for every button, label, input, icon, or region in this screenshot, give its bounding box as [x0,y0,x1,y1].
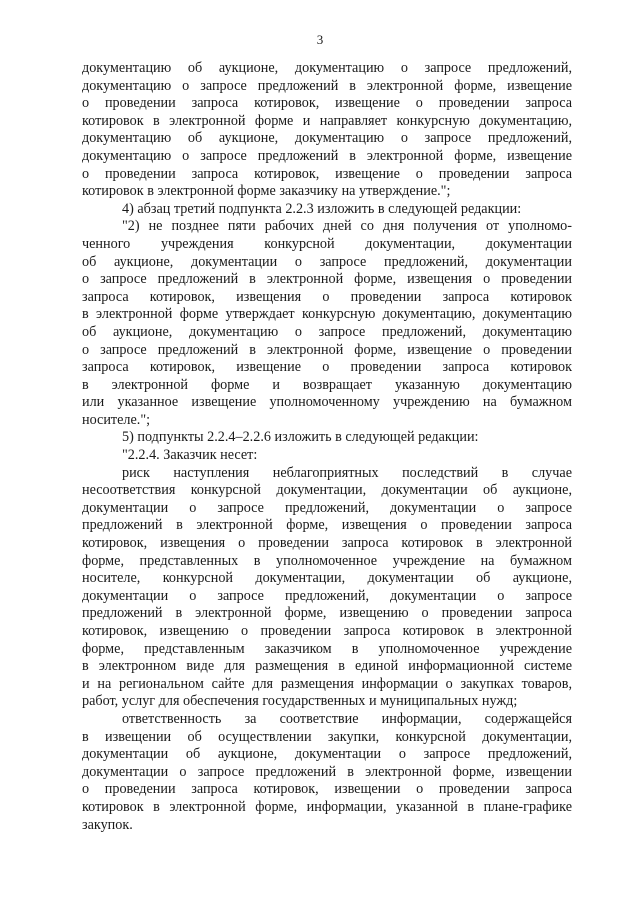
text-line: документации о запросе предложений, документации о запросе [82,587,572,604]
text-line: о проведении запроса котировок, извещение о проведении запроса [82,165,572,182]
text-line: котировок в электронной форме заказчику на утверждение."; [82,183,451,200]
text-line: в электронной форме и возвращает указанную документацию [82,376,572,393]
text-line: 5) подпункты 2.2.4–2.2.6 изложить в следующей редакции: [122,429,479,446]
text-line: об аукционе, документацию о запросе предложений, документацию [82,323,572,340]
text-line: запроса котировок, извещение о проведении запроса котировок [82,359,572,376]
text-line: о проведении запроса котировок, извещении о проведении запроса [82,781,572,798]
text-line: о запросе предложений в электронной форме, извещение о проведении [82,341,572,358]
text-line: или указанное извещение уполномоченному учреждению на бумажном [82,394,572,411]
text-line: об аукционе, документации о запросе предложений, документации [82,253,572,270]
text-line: ченного учреждения конкурсной документации, документации [82,235,572,252]
text-line: форме, представленным заказчиком в уполномоченное учреждение [82,640,572,657]
text-line: документацию о запросе предложений в электронной форме, извещение [82,147,572,164]
text-line: документации об аукционе, документации о запросе предложений, [82,746,572,763]
text-line: в электронном виде для размещения в единой информационной системе [82,658,572,675]
text-line: "2) не позднее пяти рабочих дней со дня получения от уполномо- [122,218,572,235]
page-number: 3 [316,32,324,47]
text-line: работ, услуг для обеспечения государственных и муниципальных нужд; [82,693,518,710]
text-line: в электронной форме утверждает конкурсную документацию, документацию [82,306,572,323]
text-line: документации о запросе предложений в электронной форме, извещении [82,763,572,780]
text-line: носителе."; [82,411,151,428]
text-line: котировок, извещению о проведении запроса котировок в электронной [82,623,572,639]
text-line: запроса котировок, извещения о проведении запроса котировок [82,288,572,305]
document-body [82,60,572,834]
text-line: о запросе предложений в электронной форме, извещения о проведении [82,271,572,288]
text-line: документацию об аукционе, документацию о запросе предложений, [82,60,572,76]
text-line: предложений в электронной форме, извещения о проведении запроса [82,517,572,534]
text-line: носителе, конкурсной документации, документации об аукционе, [82,570,572,587]
text-line: и на региональном сайте для размещения информации о закупках товаров, [82,675,572,692]
text-line: закупок. [82,816,133,833]
text-line: о проведении запроса котировок, извещение о проведении запроса [82,95,572,112]
text-line: котировок в электронной форме и направляет конкурсную документацию, [82,112,572,129]
text-line: документацию об аукционе, документацию о запросе предложений, [82,130,572,147]
text-line: документации о запросе предложений, документации о запросе [82,499,572,516]
text-line: предложений в электронной форме, извещению о проведении запроса [82,605,572,622]
text-line: котировок, извещения о проведении запроса котировок в электронной [82,535,572,552]
text-line: несоответствия конкурсной документации, документации об аукционе, [82,482,572,499]
text-line: в извещении об осуществлении закупки, конкурсной документации, [82,728,572,745]
text-line: документацию о запросе предложений в электронной форме, извещение [82,77,572,94]
text-line: 4) абзац третий подпункта 2.2.3 изложить в следующей редакции: [122,200,522,217]
text-line: форме, представленных в уполномоченное учреждение на бумажном [82,552,572,569]
text-line: риск наступления неблагоприятных последствий в случае [122,464,572,481]
text-line: котировок в электронной форме, информации, указанной в плане-графике [82,798,572,815]
text-line: ответственность за соответствие информации, содержащейся [122,710,572,727]
text-line: "2.2.4. Заказчик несет: [122,447,258,464]
